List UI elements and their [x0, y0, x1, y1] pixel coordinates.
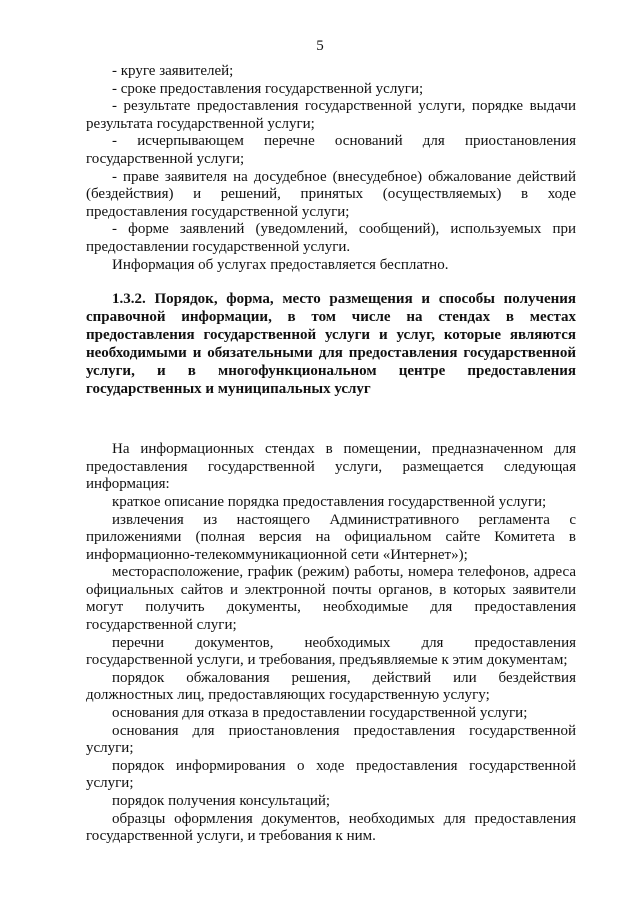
stand-item: порядок обжалования решения, действий или бездействия должностных лиц, предоставляющих государственную услугу;	[86, 669, 576, 704]
stand-item: порядок информирования о ходе предоставления государственной услуги;	[86, 757, 576, 792]
stand-item: образцы оформления документов, необходимых для предоставления государственной услуги, и требования к ним.	[86, 810, 576, 845]
free-info-note: Информация об услугах предоставляется бесплатно.	[112, 256, 449, 273]
stands-intro: На информационных стендах в помещении, предназначенном для предоставления государственной услуги, размещается следующая информация:	[86, 441, 576, 493]
stand-item: основания для приостановления предоставления государственной услуги;	[86, 722, 576, 757]
stand-item: основания для отказа в предоставлении государственной услуги;	[112, 705, 528, 722]
list-item: - форме заявлений (уведомлений, сообщений), используемых при предоставлении государственной услуги.	[86, 221, 576, 255]
stand-item: краткое описание порядка предоставления государственной услуги;	[112, 493, 547, 510]
list-item: - праве заявителя на досудебное (внесудебное) обжалование действий (бездействия) и решений, принятых (осуществляемых) в ходе предоставления государственной услуги;	[86, 168, 576, 220]
list-item: - круге заявителей;	[112, 63, 234, 79]
list-item: - исчерпывающем перечне оснований для приостановления государственной услуги;	[86, 133, 576, 167]
spacer	[86, 398, 576, 441]
stand-item: месторасположение, график (режим) работы, номера телефонов, адреса официальных сайтов и электронной почты органов, в которых заявители могут получить документы, необходимые для предоставления государственной слуги;	[86, 564, 576, 634]
stand-item: порядок получения консультаций;	[112, 793, 331, 809]
page-content	[86, 63, 576, 846]
list-item: - сроке предоставления государственной услуги;	[112, 80, 424, 97]
section-heading: 1.3.2. Порядок, форма, место размещения и способы получения справочной информации, в том числе на стендах в местах предоставления государственной услуги и услуг, которые являются необходимыми и обязательными для предоставления государственной услуги, и в многофункциональном центре предоставления государственных и муниципальных услуг	[86, 291, 576, 398]
list-item: - результате предоставления государственной услуги, порядке выдачи результата государственной услуги;	[86, 98, 576, 132]
stand-item: извлечения из настоящего Административного регламента с приложениями (полная версия на официальном сайте Комитета в информационно-телекоммуникационной сети «Интернет»);	[86, 511, 576, 563]
stand-item: перечни документов, необходимых для предоставления государственной услуги, и требования, предъявляемые к этим документам;	[86, 634, 576, 669]
page-number: 5	[316, 38, 324, 54]
